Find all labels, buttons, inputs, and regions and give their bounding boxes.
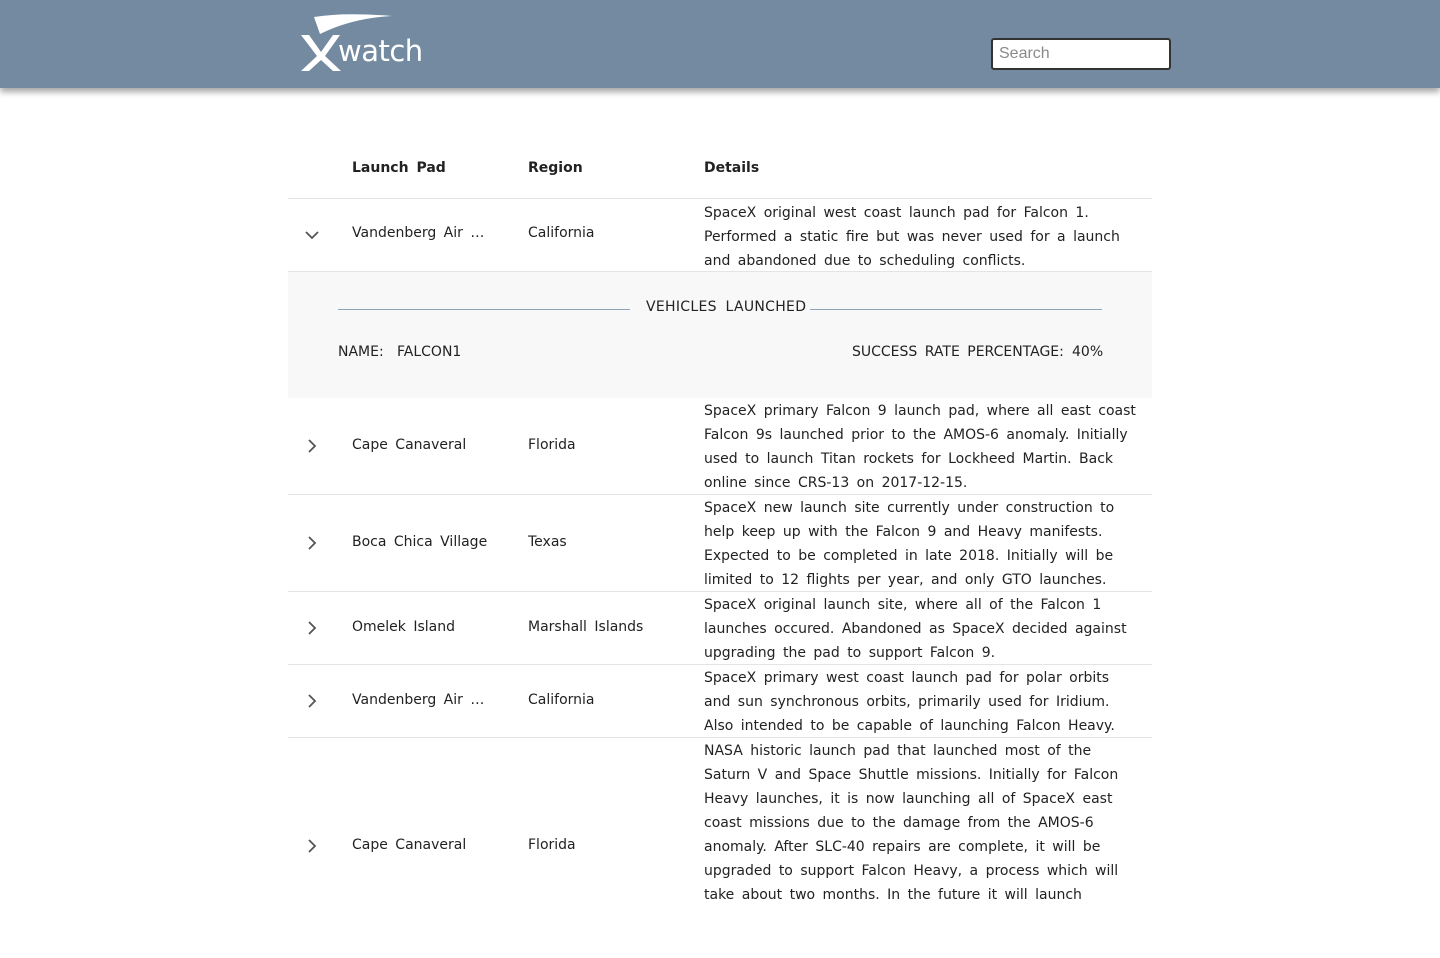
collapse-chevron-down-icon[interactable] (302, 225, 322, 245)
table-row[interactable] (288, 738, 1152, 958)
launch-pads-table (288, 134, 1152, 958)
cell-launch-pad: Vandenberg Air F… (352, 692, 492, 708)
cell-details: SpaceX original launch site, where all of the Falcon 1 launches occured. Abandoned as SpaceX decided against upgrading the pad to support Falcon 9. (704, 597, 1127, 661)
table-row[interactable] (288, 398, 1152, 495)
search-input[interactable] (991, 38, 1171, 70)
expand-chevron-right-icon[interactable] (302, 618, 322, 638)
cell-launch-pad: Cape Canaveral (352, 437, 467, 453)
cell-launch-pad: Vandenberg Air F… (352, 225, 492, 241)
cell-region: Marshall Islands (528, 619, 644, 635)
cell-region: California (528, 225, 595, 241)
cell-region: Texas (528, 534, 567, 550)
column-header-launch-pad[interactable]: Launch Pad (352, 160, 446, 176)
cell-details: SpaceX new launch site currently under construction to help keep up with the Falcon 9 and Heavy manifests. Expected to be completed in late 2018. Initially will be limited to 12 flights per year, and only GTO launches. (704, 500, 1115, 588)
table-row[interactable] (288, 665, 1152, 738)
cell-region: Florida (528, 837, 576, 853)
divider-right (810, 309, 1102, 310)
expand-chevron-right-icon[interactable] (302, 691, 322, 711)
table-row[interactable] (288, 199, 1152, 272)
expand-chevron-right-icon[interactable] (302, 533, 322, 553)
column-header-details[interactable]: Details (704, 160, 760, 176)
table-header (288, 134, 1152, 199)
cell-region: California (528, 692, 595, 708)
table-row[interactable] (288, 592, 1152, 665)
divider-left (338, 309, 630, 310)
cell-details: SpaceX primary west coast launch pad for polar orbits and sun synchronous orbits, primarily used for Iridium. Also intended to be capable of launching Falcon Heavy. (704, 670, 1115, 734)
xwatch-logo[interactable] (300, 14, 423, 74)
top-navbar (0, 0, 1440, 88)
cell-region: Florida (528, 437, 576, 453)
success-rate-label: SUCCESS RATE PERCENTAGE: (852, 344, 1064, 360)
column-header-region[interactable]: Region (528, 160, 583, 176)
cell-launch-pad: Omelek Island (352, 619, 455, 635)
expand-chevron-right-icon[interactable] (302, 836, 322, 856)
cell-details: SpaceX original west coast launch pad for Falcon 1. Performed a static fire but was never used for a launch and abandoned due to scheduling conflicts. (704, 205, 1120, 269)
success-rate-value: 40% (1072, 344, 1104, 360)
cell-details: SpaceX primary Falcon 9 launch pad, where all east coast Falcon 9s launched prior to the AMOS-6 anomaly. Initially used to launch Titan rockets for Lockheed Martin. Back online since CRS-13 on 2017-12-15. (704, 403, 1136, 491)
logo-wordmark: watch (338, 34, 423, 68)
cell-launch-pad: Boca Chica Village (352, 534, 488, 550)
vehicle-name-label: NAME: (338, 344, 384, 360)
vehicles-launched-panel (288, 272, 1152, 398)
expand-chevron-right-icon[interactable] (302, 436, 322, 456)
vehicles-launched-title: VEHICLES LAUNCHED (646, 299, 807, 315)
vehicle-name-value: FALCON1 (397, 344, 462, 360)
cell-details: NASA historic launch pad that launched most of the Saturn V and Space Shuttle missions. Initially for Falcon Heavy launches, it is now launching all of SpaceX east coast missions due to the damage from the AMOS-6 anomaly. After SLC-40 repairs are complete, it will be upgraded to support Falcon Heavy, a process which will take about two months. In the future it will launch (704, 743, 1119, 903)
cell-launch-pad: Cape Canaveral (352, 837, 467, 853)
table-row[interactable] (288, 495, 1152, 592)
